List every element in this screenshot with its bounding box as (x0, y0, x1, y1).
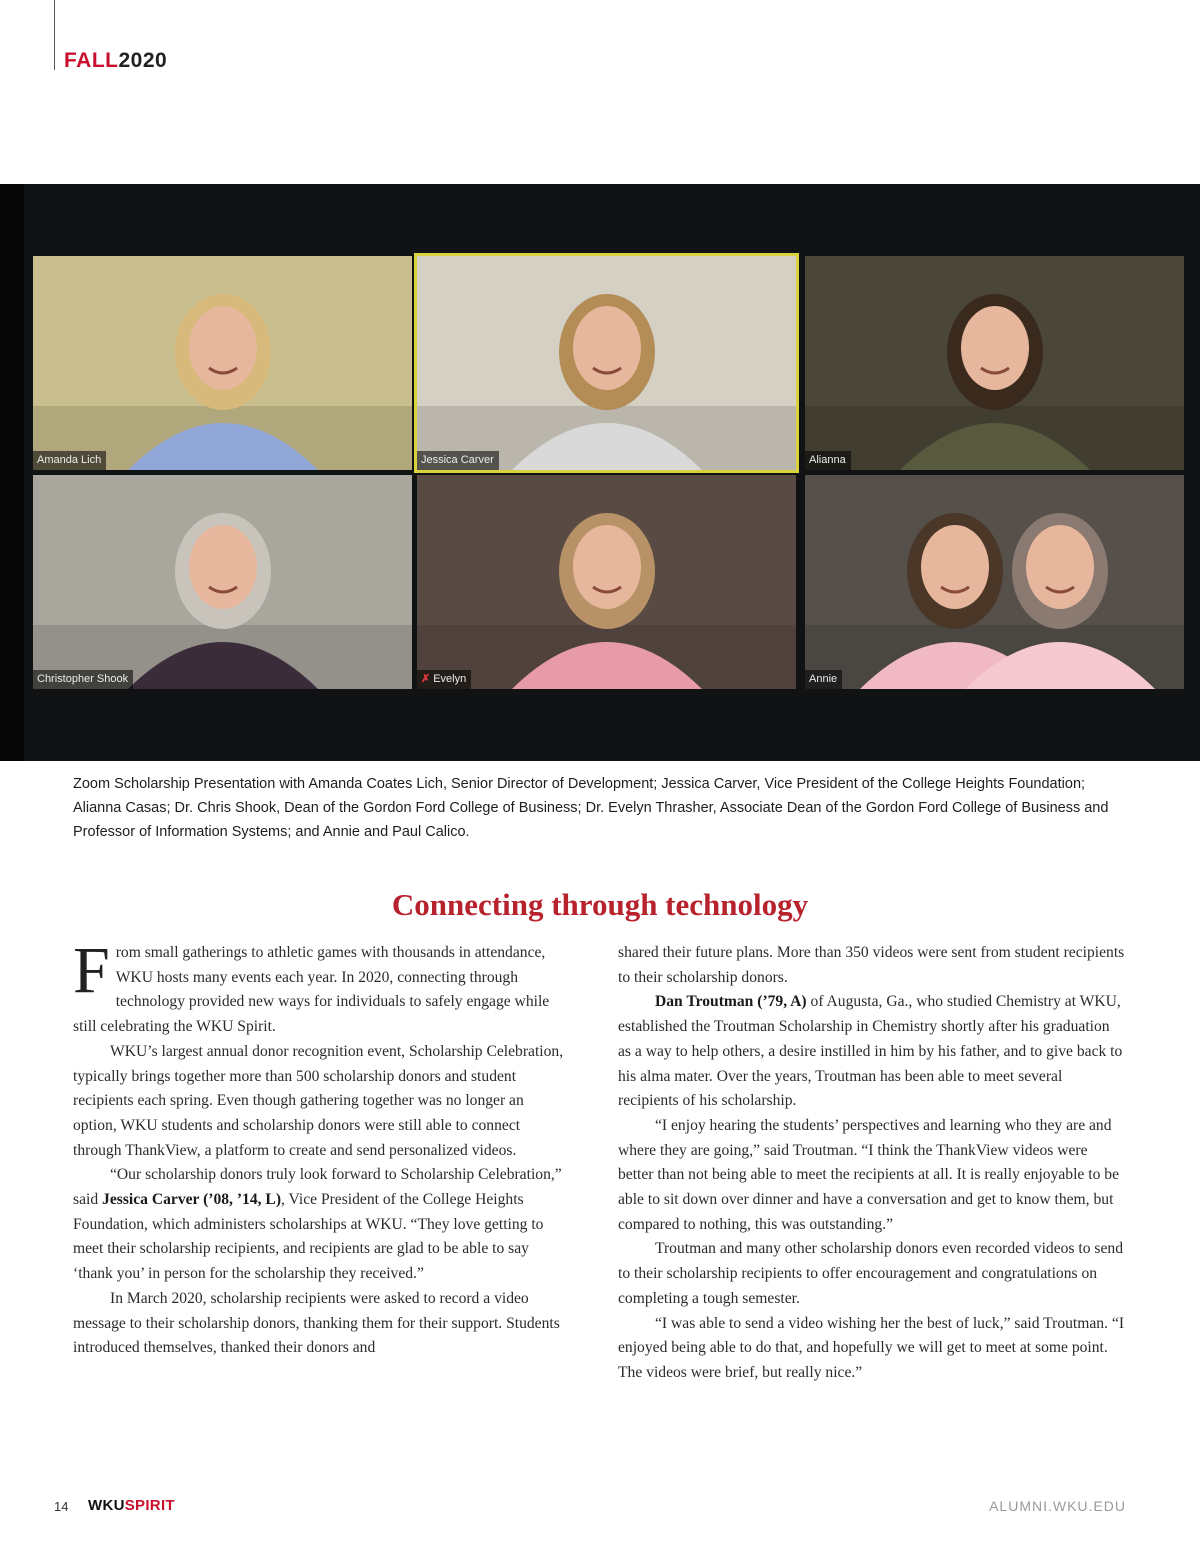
zoom-screenshot-photo (0, 184, 1200, 761)
participant-name: Amanda Lich (37, 454, 102, 466)
photo-caption: Zoom Scholarship Presentation with Amanda Coates Lich, Senior Director of Development; Jessica Carver, Vice President of the College Heights Foundation; Alianna Casas; Dr. Chris Shook, Dean of the Gordon Ford College of Business; Dr. Evelyn Thrasher, Associate Dean of the Gordon Ford College of Business and Professor of Information Systems; and Annie and Paul Calico. (73, 776, 1109, 840)
photo-left-shadow (0, 184, 24, 761)
page-number: 14 (54, 1499, 69, 1514)
participant-name-tag (33, 670, 133, 689)
participant-video (33, 475, 412, 689)
article-column-right (618, 941, 1126, 1386)
participant-video (805, 475, 1184, 689)
website-url[interactable]: ALUMNI.WKU.EDU (989, 1498, 1126, 1514)
video-tile (805, 475, 1184, 689)
participant-name-tag (805, 670, 842, 689)
paragraph-1-text: rom small gatherings to athletic games with thousands in attendance, WKU hosts many events each year. In 2020, connecting through technology provided new ways for individuals to safely engage while still celebrating the WKU Spirit. (73, 944, 550, 1036)
participant-name: Alianna (809, 454, 846, 466)
video-tile (417, 256, 796, 470)
participant-name: Evelyn (433, 673, 467, 685)
paragraph-7: “I enjoy hearing the students’ perspectives and learning who they are and where they are going,” said Troutman. “I think the ThankView videos were better than not being able to meet the recipients at all. It is really enjoyable to be able to sit down over dinner and have a conversation and get to know them, but compared to nothing, this was outstanding.” (618, 1116, 1119, 1233)
participant-name-tag (33, 451, 106, 470)
participant-name: Annie (809, 673, 838, 685)
paragraph-1 (73, 934, 565, 1040)
article-column-left (73, 934, 565, 1361)
issue-label (64, 48, 167, 74)
drop-cap: F (73, 934, 110, 1007)
paragraph-4: In March 2020, scholarship recipients were asked to record a video message to their scholarship donors, thanking them for their support. Students introduced themselves, thanked their donors and (73, 1289, 560, 1357)
paragraph-8: Troutman and many other scholarship donors even recorded videos to send to their scholarship recipients to offer encouragement and congratulations on completing a tough semester. (618, 1240, 1124, 1307)
participant-name: Jessica Carver (421, 454, 494, 466)
paragraph-9: “I was able to send a video wishing her the best of luck,” said Troutman. “I enjoyed being able to do that, and hopefully we will get to meet at some point. The videos were brief, but really nice.” (618, 1314, 1125, 1381)
paragraph-5: shared their future plans. More than 350 videos were sent from student recipients to their scholarship donors. (618, 944, 1125, 986)
article-headline: Connecting through technology (391, 887, 809, 922)
participant-name: Christopher Shook (37, 673, 129, 685)
person-name-troutman: Dan Troutman (’79, A) (655, 993, 807, 1011)
participant-name-tag (417, 670, 471, 689)
video-tile (33, 475, 412, 689)
participant-name-tag (417, 451, 499, 470)
person-name-carver: Jessica Carver (’08, ’14, L) (102, 1191, 282, 1209)
participant-name-tag (805, 451, 851, 470)
page-footer (0, 1497, 1200, 1523)
wku-spirit-logo (88, 1497, 175, 1514)
header-rule (54, 0, 55, 70)
logo-wku: WKU (88, 1497, 125, 1514)
paragraph-6 (618, 990, 1126, 1114)
participant-video (805, 256, 1184, 470)
video-tile (805, 256, 1184, 470)
issue-season: FALL (64, 49, 119, 72)
paragraph-3 (73, 1163, 565, 1287)
mic-muted-icon: ✗ (421, 673, 431, 685)
paragraph-3-text-a: “Our scholarship donors truly look forward to Scholarship Celebration,” said (73, 1166, 562, 1209)
issue-year: 2020 (118, 49, 168, 72)
paragraph-3-text-b: , Vice President of the College Heights Foundation, which administers scholarships at WKU. “They love getting to meet their scholarship recipients, and recipients are glad to be able to say ‘thank you’ in person for the scholarship they received.” (73, 1191, 544, 1283)
participant-video (33, 256, 412, 470)
video-tile (33, 256, 412, 470)
video-tile (417, 475, 796, 689)
paragraph-2: WKU’s largest annual donor recognition event, Scholarship Celebration, typically brings together more than 500 scholarship donors and student recipients each spring. Even though gathering together was no longer an option, WKU students and scholarship donors were still able to connect through ThankView, a platform to create and send personalized videos. (73, 1042, 564, 1159)
participant-video (417, 256, 796, 470)
participant-video (417, 475, 796, 689)
paragraph-6-text: of Augusta, Ga., who studied Chemistry at WKU, established the Troutman Scholarship in Chemistry shortly after his graduation as a way to help others, a desire instilled in him by his father, and to give back to his alma mater. Over the years, Troutman has been able to meet several recipients of his scholarship. (618, 993, 1123, 1110)
logo-spirit: SPIRIT (124, 1497, 175, 1514)
